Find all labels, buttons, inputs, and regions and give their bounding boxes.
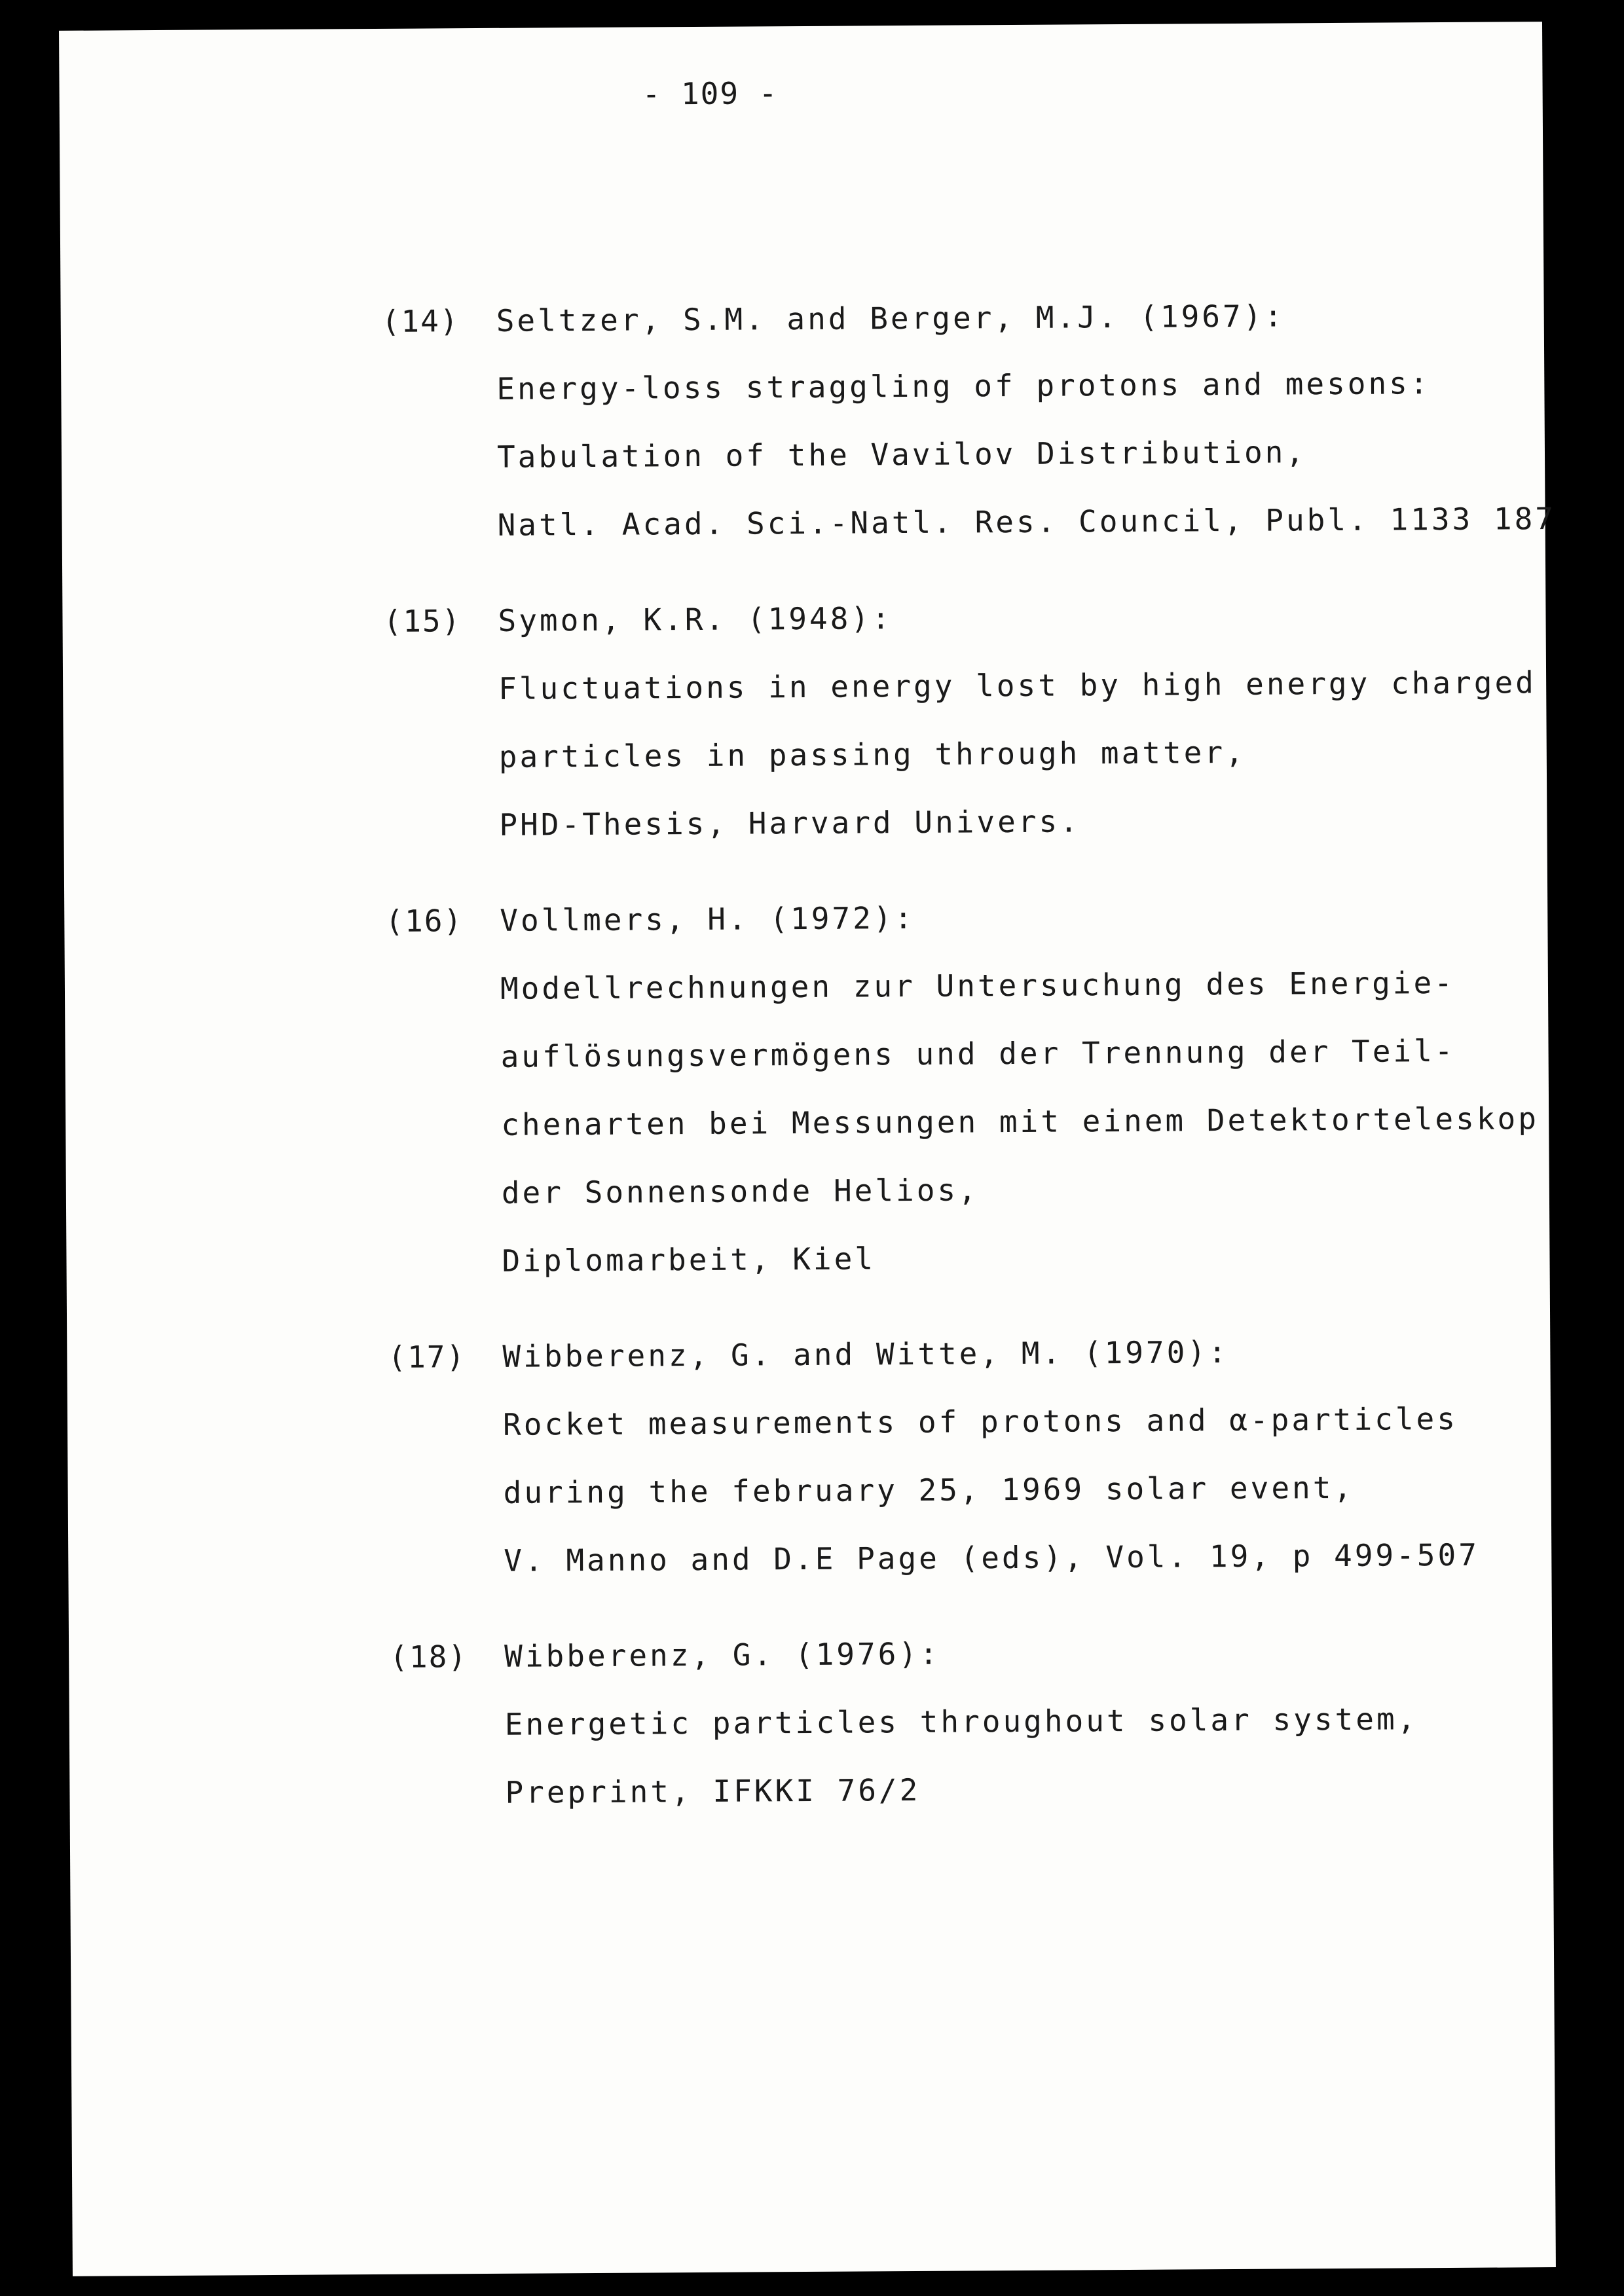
reference-line: Wibberenz, G. (1976): (504, 1635, 940, 1674)
reference-line: during the february 25, 1969 solar event, (503, 1469, 1355, 1510)
reference-number: (17) (388, 1339, 466, 1375)
reference-line: particles in passing through matter, (498, 734, 1246, 774)
reference-line: auflösungsvermögens und der Trennung der Teil- (500, 1032, 1456, 1074)
reference-item (383, 580, 1577, 860)
reference-line: chenarten bei Messungen mit einem Detektorteleskop (501, 1101, 1540, 1142)
reference-item (388, 1316, 1581, 1595)
reference-text (502, 1316, 1581, 1595)
reference-text (504, 1616, 1583, 1827)
reference-number: (16) (385, 903, 464, 939)
page-number: - 109 - (642, 75, 779, 112)
reference-line: Symon, K.R. (1948): (498, 600, 893, 638)
reference-line: Diplomarbeit, Kiel (502, 1241, 876, 1279)
reference-line: Seltzer, S.M. and Berger, M.J. (1967): (496, 298, 1285, 338)
reference-line: Vollmers, H. (1972): (500, 900, 915, 938)
reference-line: Tabulation of the Vavilov Distribution, (496, 434, 1307, 475)
reference-line: Preprint, IFKKI 76/2 (505, 1772, 921, 1810)
reference-line: V. Manno and D.E Page (eds), Vol. 19, p 499-507 (504, 1537, 1480, 1578)
reference-number: (14) (381, 303, 460, 339)
reference-line: Wibberenz, G. and Witte, M. (1970): (502, 1334, 1229, 1374)
reference-item (381, 280, 1575, 560)
reference-text (500, 880, 1579, 1295)
reference-line: Rocket measurements of protons and α-particles (502, 1400, 1458, 1442)
reference-list (381, 280, 1583, 1855)
reference-line: Energetic particles throughout solar system, (504, 1701, 1418, 1742)
reference-line: Energy-loss straggling of protons and mesons: (496, 365, 1431, 407)
reference-text (498, 580, 1577, 859)
reference-line: PHD-Thesis, Harvard Univers. (499, 803, 1081, 843)
document-page (59, 22, 1556, 2276)
reference-number: (18) (390, 1639, 468, 1675)
reference-text (496, 280, 1575, 559)
reference-number: (15) (383, 603, 462, 639)
reference-item (390, 1616, 1583, 1827)
reference-line: Fluctuations in energy lost by high energy charged (498, 665, 1537, 706)
reference-line: Modellrechnungen zur Untersuchung des Energie- (500, 964, 1456, 1006)
reference-line: der Sonnensonde Helios, (501, 1172, 980, 1211)
reference-line: Natl. Acad. Sci.-Natl. Res. Council, Publ. 1133 187 (497, 500, 1557, 543)
reference-item (385, 880, 1579, 1296)
